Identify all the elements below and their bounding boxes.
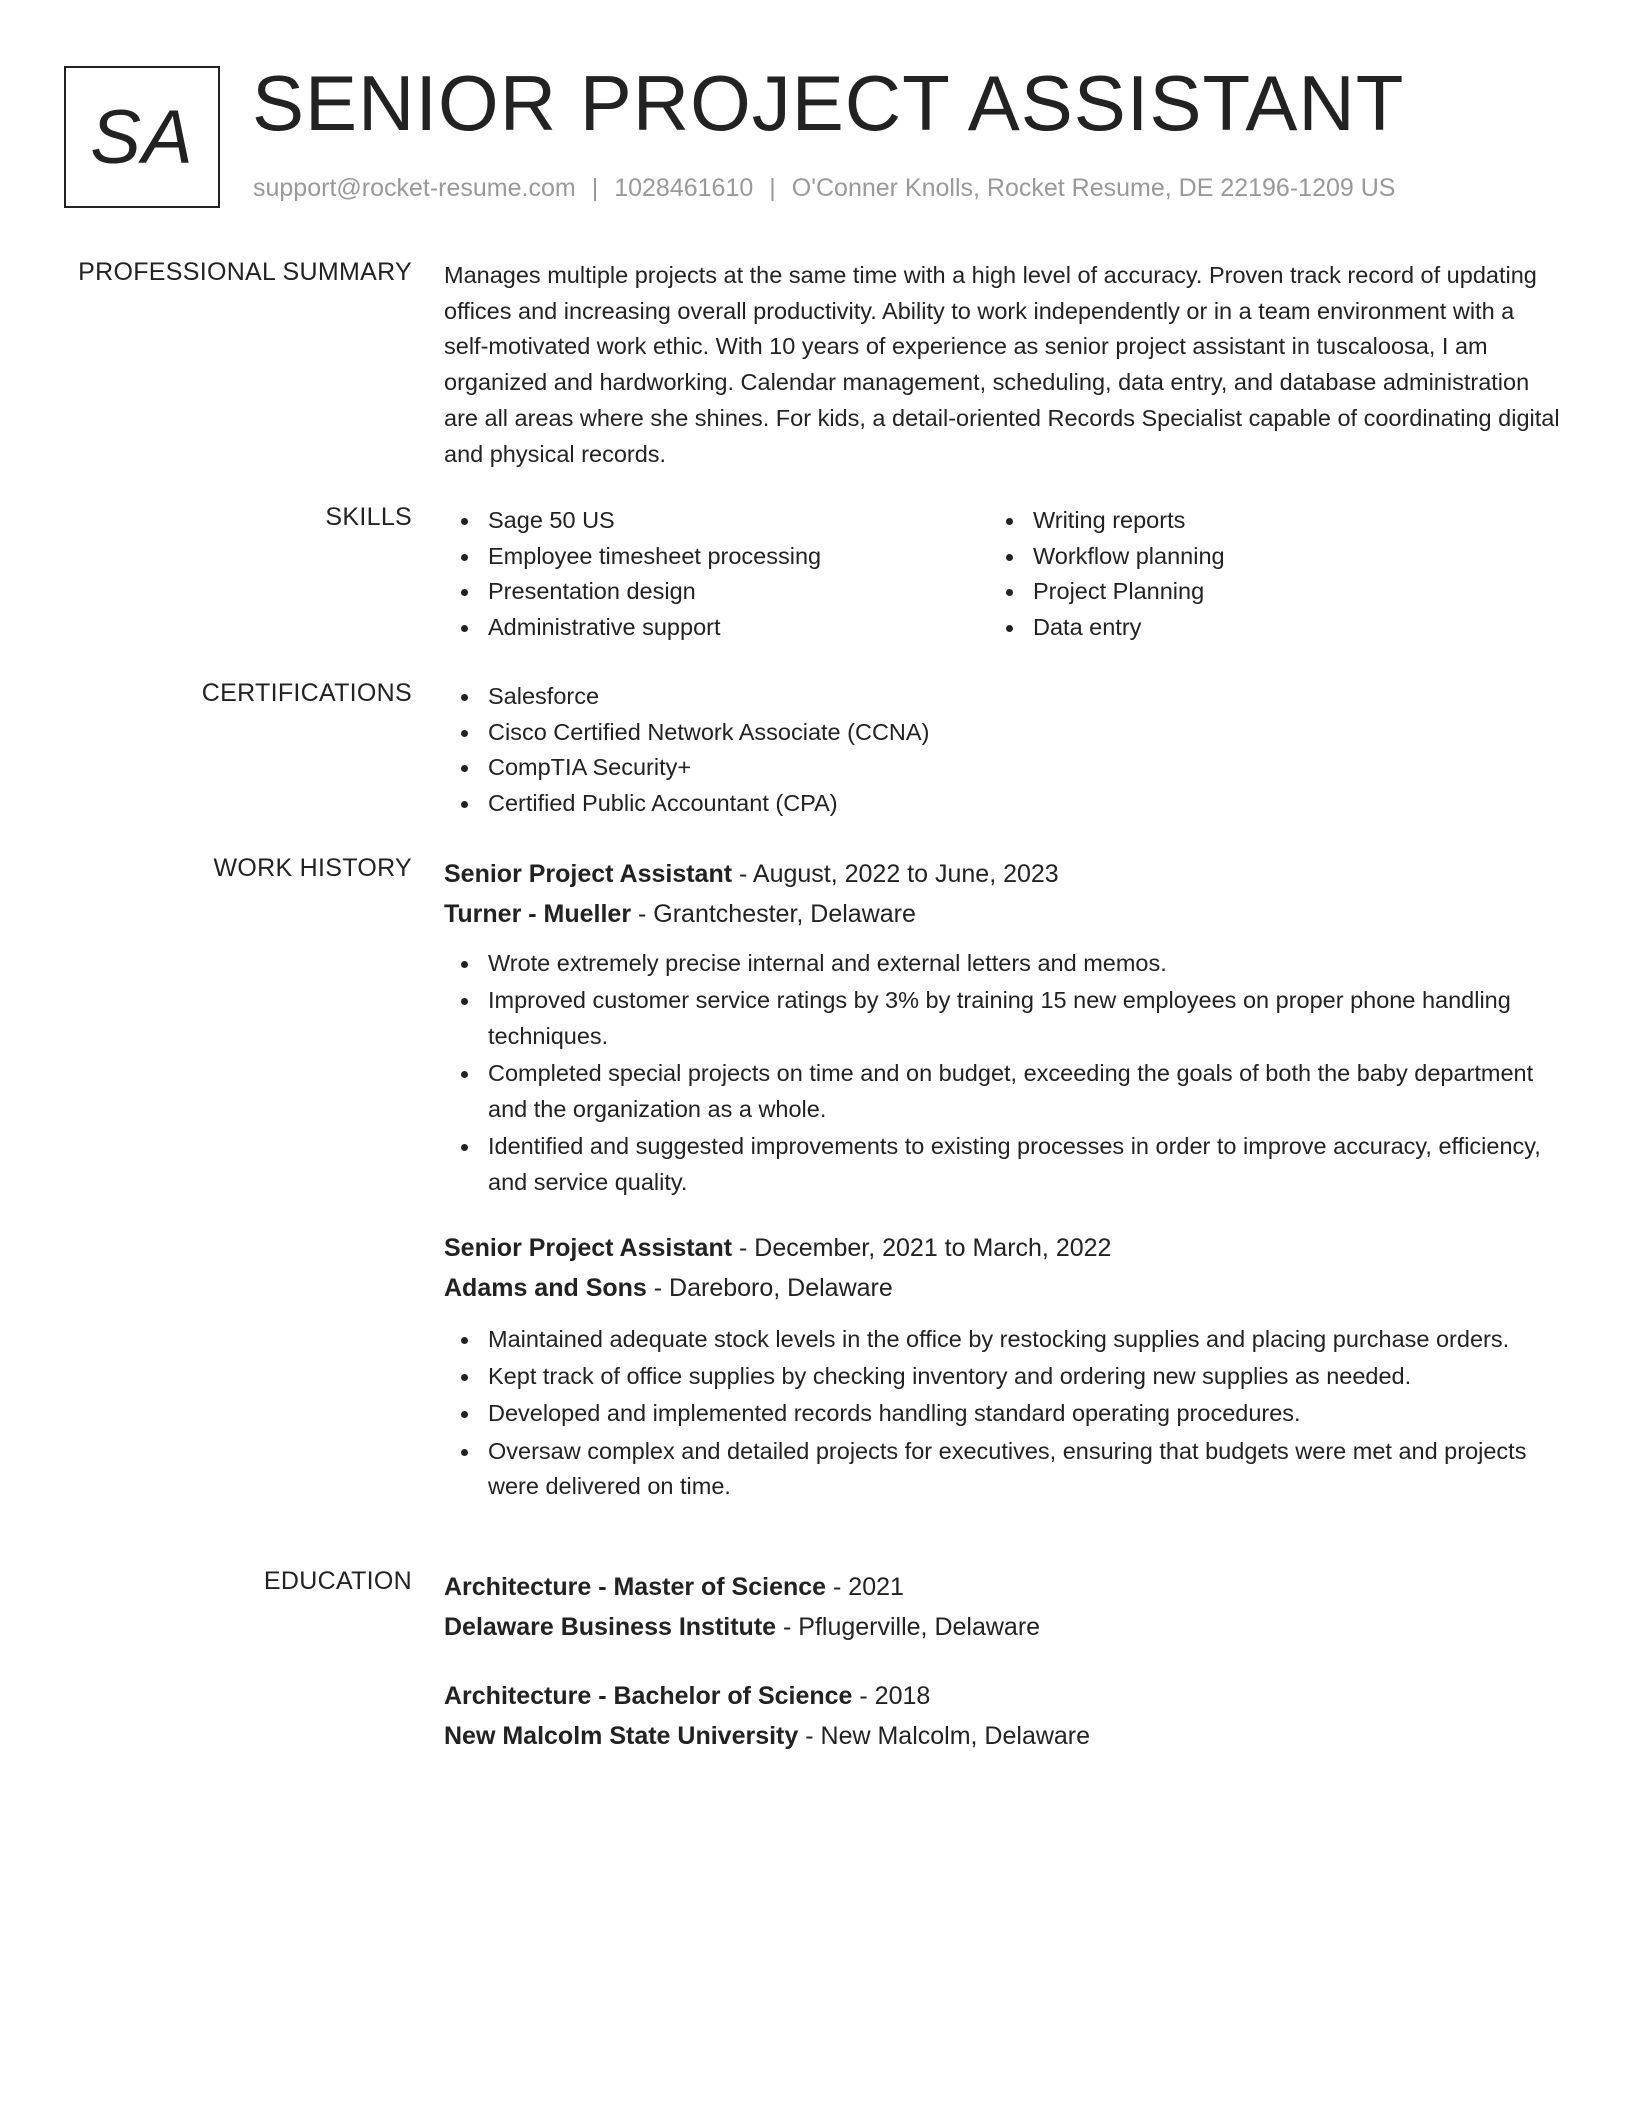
degree-name: Architecture - Master of Science xyxy=(444,1573,827,1601)
skill-item: Writing reports xyxy=(989,503,1534,539)
job-location: - Grantchester, Delaware xyxy=(631,900,916,928)
certification-item: Salesforce xyxy=(444,679,1560,715)
school-line xyxy=(444,1716,1560,1756)
monogram-initials: SA xyxy=(90,94,194,180)
education-heading: EDUCATION xyxy=(263,1567,412,1595)
degree-year: - 2018 xyxy=(852,1682,931,1710)
skill-item: Employee timesheet processing xyxy=(444,539,989,575)
certifications-list xyxy=(444,679,1560,822)
job-duties xyxy=(444,1322,1560,1505)
skills-list xyxy=(444,503,1560,646)
job-duty: Maintained adequate stock levels in the office by restocking supplies and placing purchase orders. xyxy=(444,1322,1560,1358)
skills-column-right xyxy=(989,503,1534,646)
job-location: - Dareboro, Delaware xyxy=(646,1274,893,1302)
certification-item: Cisco Certified Network Associate (CCNA) xyxy=(444,715,1560,751)
summary-text: Manages multiple projects at the same time with a high level of accuracy. Proven track record of updating offices and increasing overall productivity. Ability to work independently or in a team environment with a self-motivated work ethic. With 10 years of experience as senior project assistant in tuscaloosa, I am organized and hardworking. Calendar management, scheduling, data entry, and database administration are all areas where she shines. For kids, a detail-oriented Records Specialist capable of coordinating digital and physical records. xyxy=(444,262,1560,467)
job-dates: - December, 2021 to March, 2022 xyxy=(732,1234,1112,1262)
skills-heading: SKILLS xyxy=(325,503,412,531)
contact-separator: | xyxy=(591,174,599,202)
skills-column-left xyxy=(444,503,989,646)
certification-item: CompTIA Security+ xyxy=(444,750,1560,786)
job-company: Turner - Mueller xyxy=(444,900,632,928)
job-dates: - August, 2022 to June, 2023 xyxy=(732,860,1059,888)
job-duty: Improved customer service ratings by 3% by training 15 new employees on proper phone handling techniques. xyxy=(444,983,1560,1054)
skill-item: Data entry xyxy=(989,610,1534,646)
school-name: Delaware Business Institute xyxy=(444,1613,777,1641)
job-duty: Kept track of office supplies by checking inventory and ordering new supplies as needed. xyxy=(444,1359,1560,1395)
work-history-heading: WORK HISTORY xyxy=(213,854,412,882)
job-title-line xyxy=(444,854,1560,894)
job-title: Senior Project Assistant xyxy=(444,860,733,888)
job-entry xyxy=(444,1228,1560,1507)
work-history-body xyxy=(444,854,1560,1500)
certifications-heading: CERTIFICATIONS xyxy=(201,679,412,707)
contact-line xyxy=(253,174,1395,203)
school-line xyxy=(444,1607,1560,1647)
job-duties xyxy=(444,946,1560,1200)
job-entry xyxy=(444,854,1560,1200)
education-entry xyxy=(444,1676,1560,1756)
contact-email[interactable]: support@rocket-resume.com xyxy=(253,174,576,202)
job-duty: Completed special projects on time and on budget, exceeding the goals of both the baby department and the organization as a whole. xyxy=(444,1056,1560,1127)
job-title-line xyxy=(444,1228,1560,1268)
skill-item: Sage 50 US xyxy=(444,503,989,539)
school-location: - Pflugerville, Delaware xyxy=(776,1613,1041,1641)
contact-separator: | xyxy=(769,174,776,202)
skill-item: Project Planning xyxy=(989,574,1534,610)
school-name: New Malcolm State University xyxy=(444,1722,799,1750)
degree-name: Architecture - Bachelor of Science xyxy=(444,1682,853,1710)
certification-item: Certified Public Accountant (CPA) xyxy=(444,786,1560,822)
monogram-box xyxy=(64,66,220,208)
degree-line xyxy=(444,1567,1560,1607)
job-duty: Developed and implemented records handling standard operating procedures. xyxy=(444,1396,1560,1432)
school-location: - New Malcolm, Delaware xyxy=(798,1722,1091,1750)
skill-item: Workflow planning xyxy=(989,539,1534,575)
degree-line xyxy=(444,1676,1560,1716)
skill-item: Administrative support xyxy=(444,610,989,646)
job-duty: Identified and suggested improvements to existing processes in order to improve accuracy, efficiency, and service quality. xyxy=(444,1129,1560,1200)
resume-name: SENIOR PROJECT ASSISTANT xyxy=(252,59,1405,147)
contact-phone[interactable]: 1028461610 xyxy=(614,174,754,202)
job-company-line xyxy=(444,1268,1560,1308)
summary-heading: PROFESSIONAL SUMMARY xyxy=(78,258,412,286)
education-entry xyxy=(444,1567,1560,1647)
job-company-line xyxy=(444,894,1560,934)
job-duty: Wrote extremely precise internal and external letters and memos. xyxy=(444,946,1560,982)
job-company: Adams and Sons xyxy=(444,1274,647,1302)
education-body xyxy=(444,1567,1560,1750)
contact-address: O'Conner Knolls, Rocket Resume, DE 22196-1209 US xyxy=(791,174,1396,202)
job-title: Senior Project Assistant xyxy=(444,1234,733,1262)
degree-year: - 2021 xyxy=(826,1573,904,1601)
skill-item: Presentation design xyxy=(444,574,989,610)
job-duty: Oversaw complex and detailed projects for executives, ensuring that budgets were met and projects were delivered on time. xyxy=(444,1434,1560,1505)
